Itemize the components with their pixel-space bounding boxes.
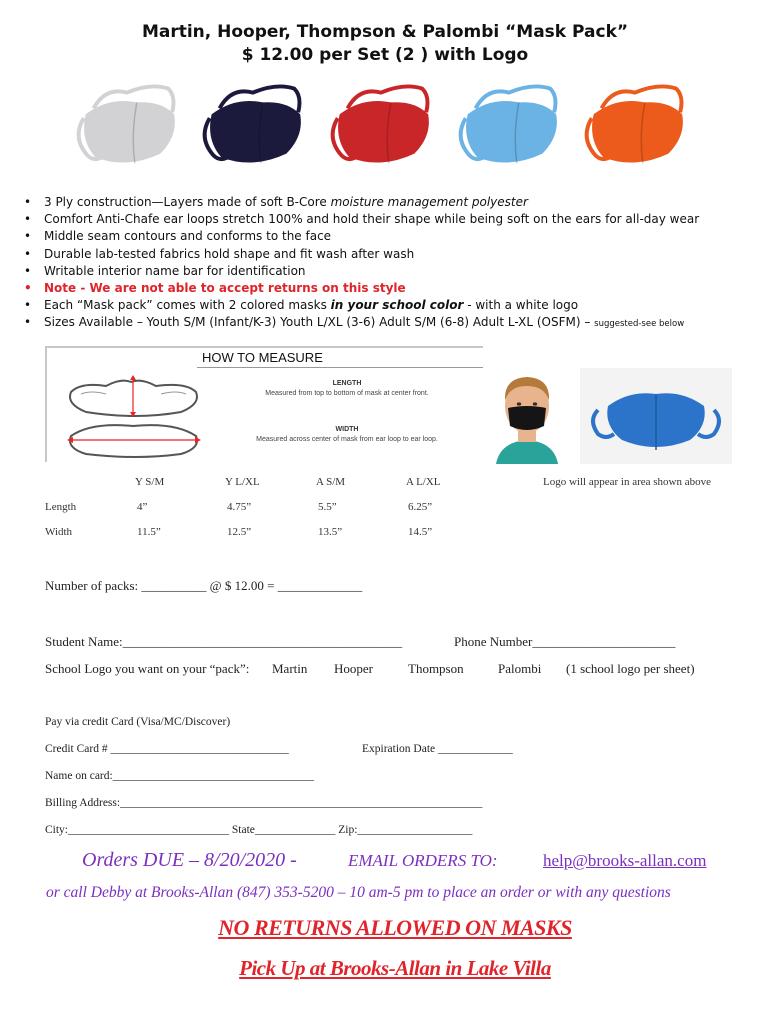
feature-item: • Writable interior name bar for identification [24, 263, 764, 280]
student-name-field[interactable]: Student Name:___________________________________________ [45, 634, 403, 649]
returns-note: • Note - We are not able to accept returns on this style [24, 280, 764, 297]
gray-mask-image [66, 78, 184, 178]
width-description: Measured across center of mask from ear loop to ear loop. [256, 436, 438, 443]
feature-item: • Durable lab-tested fabrics hold shape and fit wash after wash [24, 246, 764, 263]
length-asm: 5.5” [318, 501, 337, 513]
orange-mask-image [574, 78, 692, 178]
child-wearing-mask-photo [486, 368, 568, 464]
logo-per-sheet-note: (1 school logo per sheet) [566, 661, 695, 676]
measure-diagram [61, 372, 211, 460]
credit-card-field[interactable]: Credit Card # _______________________________ [45, 743, 289, 755]
feature-item: • 3 Ply construction—Layers made of soft B-Core moisture management polyester [24, 194, 764, 211]
size-header-ysm: Y S/M [135, 476, 165, 488]
length-ylxl: 4.75” [227, 501, 252, 513]
order-email-link[interactable]: help@brooks-allan.com [543, 851, 707, 870]
width-row-label: Width [45, 526, 73, 538]
width-ysm: 11.5” [137, 526, 161, 538]
length-row-label: Length [45, 501, 77, 513]
number-of-packs-field[interactable]: Number of packs: __________ @ $ 12.00 = _____________ [45, 578, 363, 593]
feature-item: • Each “Mask pack” comes with 2 colored masks in your school color - with a white logo [24, 297, 764, 314]
width-asm: 13.5” [318, 526, 343, 538]
feature-list [24, 194, 764, 334]
sizes-item: • Sizes Available – Youth S/M (Infant/K-3) Youth L/XL (3-6) Adult S/M (6-8) Adult L-XL (OSFM) – suggested-see below [24, 314, 764, 333]
page-title: Martin, Hooper, Thompson & Palombi “Mask Pack” [141, 22, 629, 42]
length-description: Measured from top to bottom of mask at center front. [265, 390, 429, 397]
pickup-location: Pick Up at Brooks-Allan in Lake Villa [239, 956, 551, 980]
price-subtitle: $ 12.00 per Set (2 ) with Logo [241, 45, 529, 65]
school-option-martin[interactable]: Martin [272, 661, 308, 676]
feature-item: • Comfort Anti-Chafe ear loops stretch 100% and hold their shape while being soft on the ears for all-day wear [24, 211, 764, 228]
width-label: WIDTH [335, 426, 359, 433]
logo-area-note: Logo will appear in area shown above [543, 476, 711, 488]
school-logo-prompt: School Logo you want on your “pack”: [45, 661, 250, 676]
feature-item: • Middle seam contours and conforms to the face [24, 228, 764, 245]
pay-via-label: Pay via credit Card (Visa/MC/Discover) [45, 716, 231, 728]
width-alxl: 14.5” [408, 526, 433, 538]
red-mask-image [320, 78, 438, 178]
expiration-date-field[interactable]: Expiration Date _____________ [362, 743, 513, 755]
no-returns-notice: NO RETURNS ALLOWED ON MASKS [218, 915, 572, 940]
city-state-zip-field[interactable]: City:____________________________ State______________ Zip:____________________ [45, 824, 473, 836]
mask-colors-row [0, 76, 770, 181]
call-instructions: or call Debby at Brooks-Allan (847) 353-5200 – 10 am-5 pm to place an order or with any questions [46, 884, 671, 901]
name-on-card-field[interactable]: Name on card:___________________________________ [45, 770, 314, 782]
school-option-hooper[interactable]: Hooper [334, 661, 373, 676]
size-header-alxl: A L/XL [406, 476, 441, 488]
school-option-palombi[interactable]: Palombi [498, 661, 542, 676]
billing-address-field[interactable]: Billing Address:_______________________________________________________________ [45, 797, 483, 809]
light-blue-mask-image [448, 78, 566, 178]
length-alxl: 6.25” [408, 501, 433, 513]
length-label: LENGTH [332, 380, 362, 387]
orders-due-date: Orders DUE – 8/20/2020 - [82, 849, 297, 871]
navy-mask-image [192, 78, 310, 178]
phone-number-field[interactable]: Phone Number______________________ [454, 634, 676, 649]
measure-heading: HOW TO MEASURE [197, 350, 483, 368]
how-to-measure-panel [45, 346, 483, 462]
size-header-ylxl: Y L/XL [225, 476, 260, 488]
size-header-asm: A S/M [316, 476, 346, 488]
school-option-thompson[interactable]: Thompson [408, 661, 464, 676]
email-orders-label: EMAIL ORDERS TO: [348, 851, 498, 870]
blue-mask-image [580, 368, 732, 464]
length-ysm: 4” [137, 501, 148, 513]
blue-mask-product-photo [580, 368, 732, 464]
width-ylxl: 12.5” [227, 526, 252, 538]
